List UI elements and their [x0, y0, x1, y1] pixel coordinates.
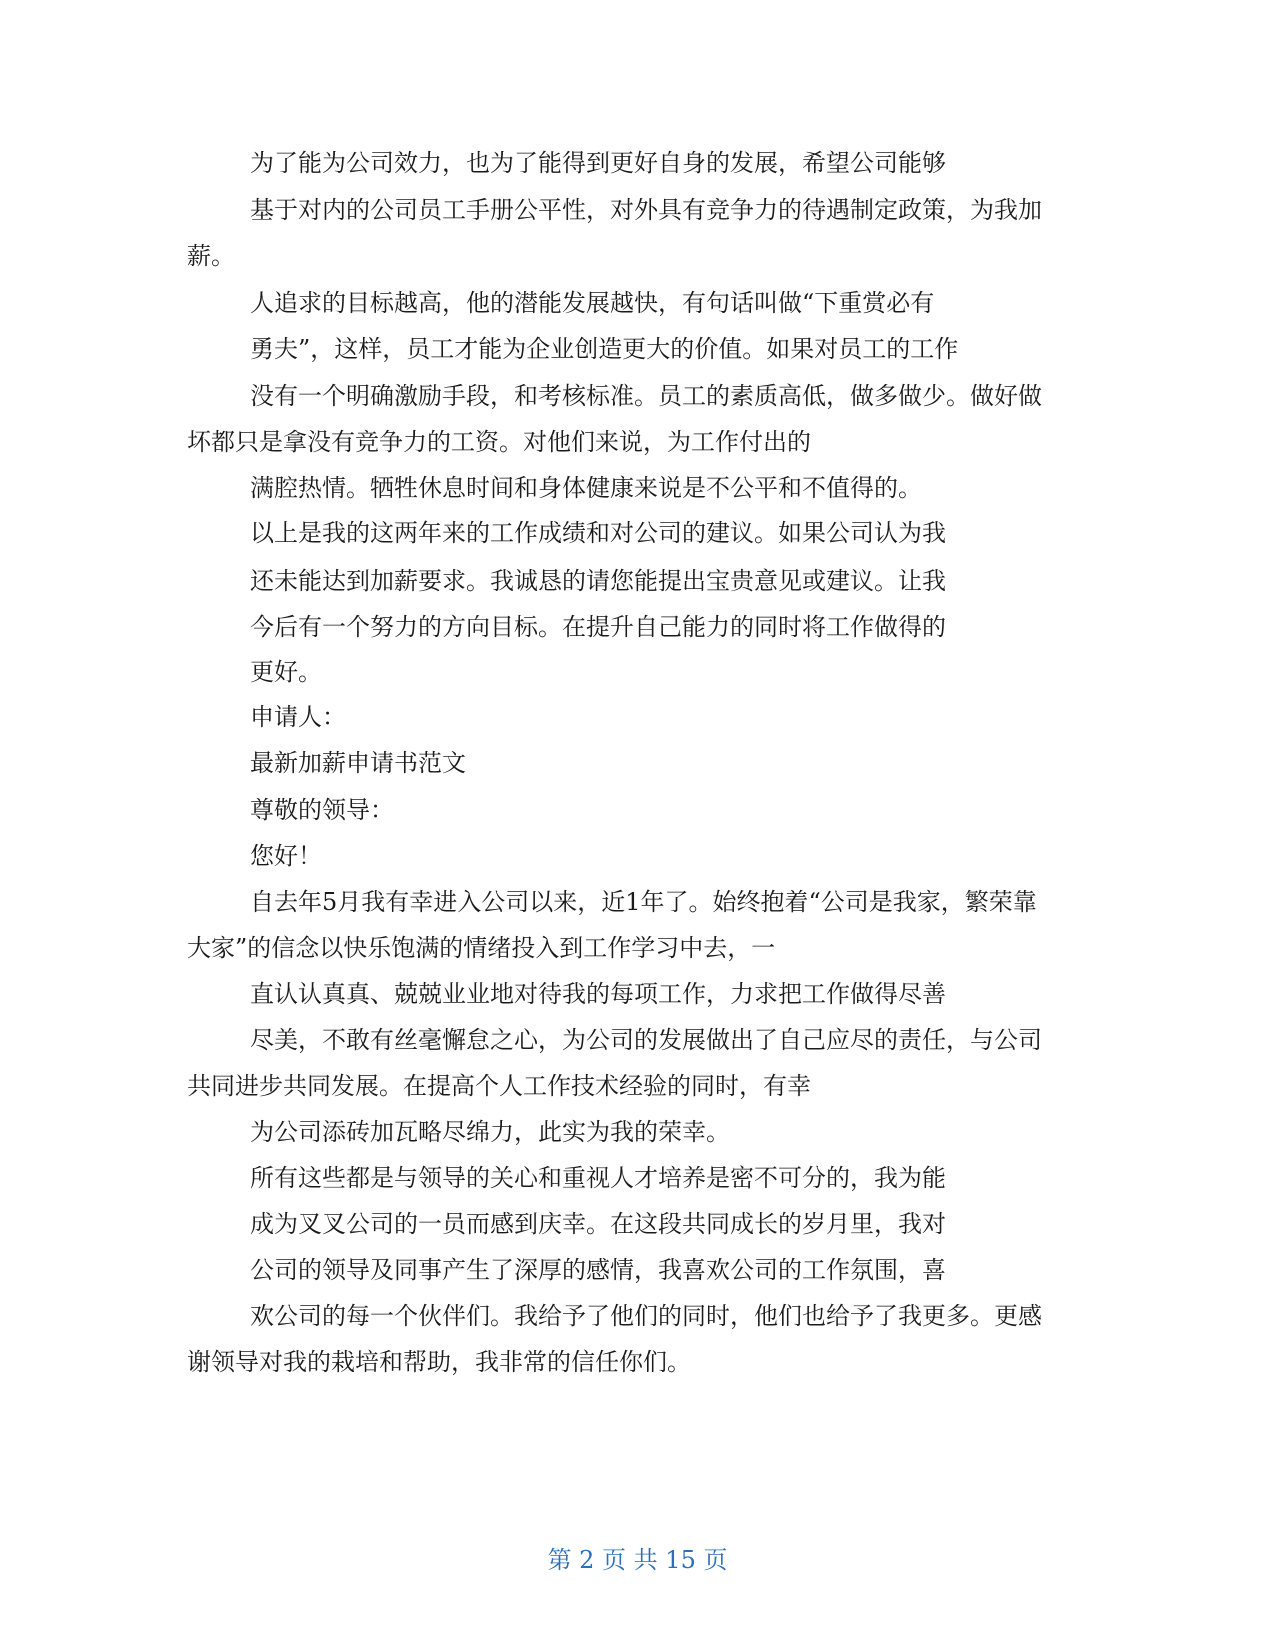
- signature-label: 申请人：: [250, 703, 346, 731]
- text-line: 薪。: [187, 242, 235, 270]
- salutation: 尊敬的领导：: [250, 796, 394, 824]
- text-line: 还未能达到加薪要求。我诚恳的请您能提出宝贵意见或建议。让我: [250, 567, 946, 595]
- text-line: 满腔热情。牺牲休息时间和身体健康来说是不公平和不值得的。: [250, 474, 922, 502]
- text-line: 以上是我的这两年来的工作成绩和对公司的建议。如果公司认为我: [250, 519, 946, 547]
- text-line: 人追求的目标越高，他的潜能发展越快，有句话叫做“下重赏必有: [250, 289, 935, 317]
- text-line: 共同进步共同发展。在提高个人工作技术经验的同时，有幸: [187, 1072, 811, 1100]
- text-line: 更好。: [250, 658, 322, 686]
- text-line: 勇夫”，这样，员工才能为企业创造更大的价值。如果对员工的工作: [250, 335, 959, 363]
- text-line: 大家”的信念以快乐饱满的情绪投入到工作学习中去，一: [187, 934, 776, 962]
- text-line: 尽美，不敢有丝毫懈怠之心，为公司的发展做出了自己应尽的责任，与公司: [250, 1026, 1042, 1054]
- text-line: 成为叉叉公司的一员而感到庆幸。在这段共同成长的岁月里，我对: [250, 1210, 946, 1238]
- text-line: 基于对内的公司员工手册公平性，对外具有竞争力的待遇制定政策，为我加: [250, 196, 1042, 224]
- text-line: 直认认真真、兢兢业业地对待我的每项工作，力求把工作做得尽善: [250, 980, 946, 1008]
- text-line: 今后有一个努力的方向目标。在提升自己能力的同时将工作做得的: [250, 613, 946, 641]
- text-line: 欢公司的每一个伙伴们。我给予了他们的同时，他们也给予了我更多。更感: [250, 1302, 1042, 1330]
- text-line: 公司的领导及同事产生了深厚的感情，我喜欢公司的工作氛围，喜: [250, 1256, 946, 1284]
- text-line: 坏都只是拿没有竞争力的工资。对他们来说，为工作付出的: [187, 428, 811, 456]
- text-line: 所有这些都是与领导的关心和重视人才培养是密不可分的，我为能: [250, 1164, 946, 1192]
- page-number-footer: 第 2 页 共 15 页: [547, 1546, 728, 1574]
- section-title: 最新加薪申请书范文: [250, 749, 466, 777]
- text-line: 没有一个明确激励手段，和考核标准。员工的素质高低，做多做少。做好做: [250, 382, 1042, 410]
- text-line: 自去年5月我有幸进入公司以来，近1年了。始终抱着“公司是我家，繁荣靠: [250, 888, 1037, 916]
- greeting: 您好！: [250, 842, 322, 870]
- text-line: 谢领导对我的栽培和帮助，我非常的信任你们。: [187, 1348, 691, 1376]
- text-line: 为了能为公司效力，也为了能得到更好自身的发展，希望公司能够: [250, 149, 946, 177]
- text-line: 为公司添砖加瓦略尽绵力，此实为我的荣幸。: [250, 1118, 730, 1146]
